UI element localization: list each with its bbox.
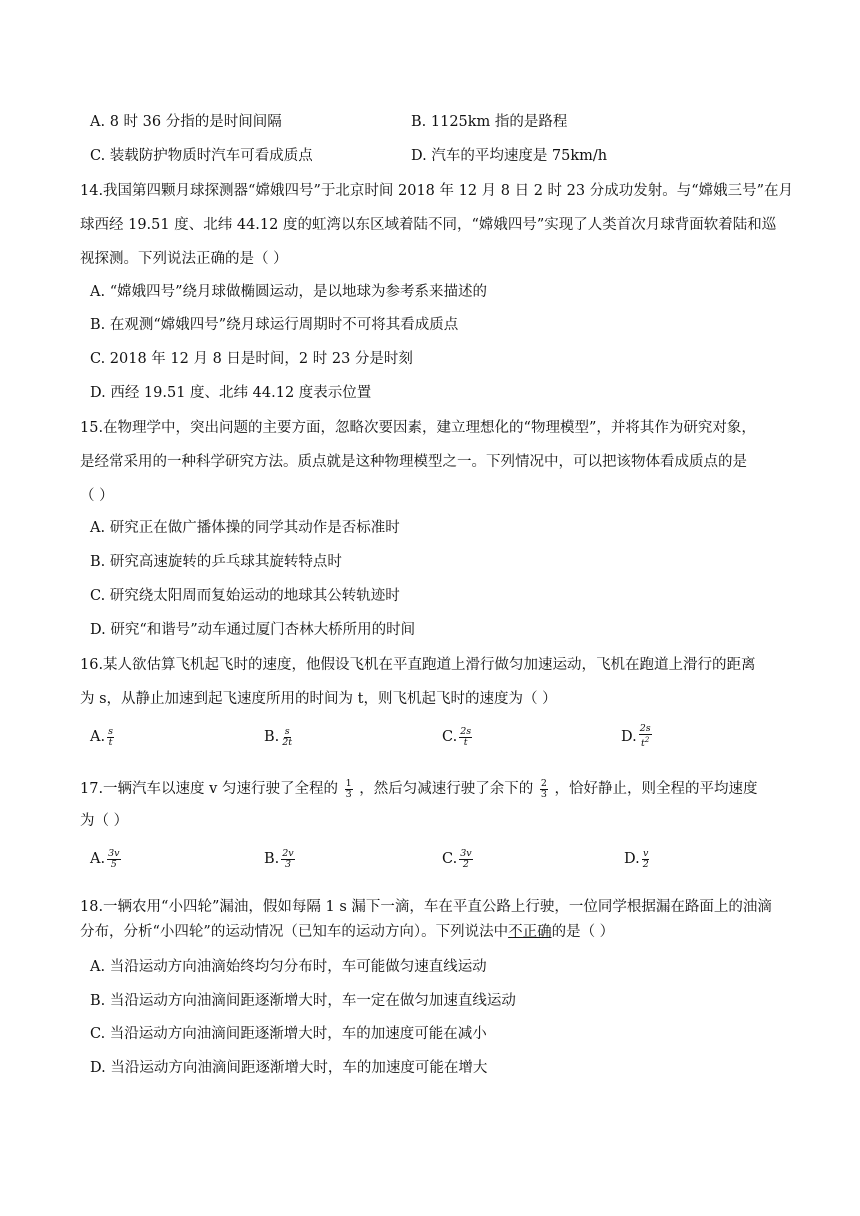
q14-option-a: A. “嫦娥四号”绕月球做椭圆运动，是以地球为参考系来描述的 — [90, 284, 488, 300]
q18-text-a: 分布，分析“小四轮”的运动情况（已知车的运动方向）。下列说法中 — [80, 924, 509, 940]
q18-emphasis-not-correct: 不正确 — [508, 924, 552, 940]
option-label: A. — [90, 729, 106, 745]
denominator: 3 — [284, 858, 291, 870]
q18-option-d: D. 当沿运动方向油滴间距逐渐增大时，车的加速度可能在增大 — [90, 1060, 488, 1076]
q16-stem-line1: 16.某人欲估算飞机起飞时的速度，他假设飞机在平直跑道上滑行做匀加速运动，飞机在跑道上滑行的距离 — [80, 657, 756, 673]
q17-text-b: ，然后匀减速行驶了余下的 — [354, 781, 538, 797]
q13-option-d: D. 汽车的平均速度是 75km/h — [411, 148, 608, 164]
fraction — [639, 724, 652, 749]
numerator: 2s — [639, 723, 651, 735]
q15-option-b: B. 研究高速旋转的乒乓球其旋转特点时 — [90, 554, 342, 570]
numerator: 1 — [345, 777, 352, 789]
denominator: 2t — [282, 736, 293, 748]
q16-option-d — [621, 724, 654, 750]
fraction-one-third — [345, 779, 353, 800]
q14-option-c: C. 2018 年 12 月 8 日是时间，2 时 23 分是时刻 — [90, 351, 413, 367]
q14-option-d: D. 西经 19.51 度、北纬 44.12 度表示位置 — [90, 385, 372, 401]
fraction — [281, 849, 294, 870]
q16-stem-line2: 为 s，从静止加速到起飞速度所用的时间为 t，则飞机起飞时的速度为（ ） — [80, 691, 557, 707]
q17-option-c — [442, 846, 475, 872]
q14-stem-line1: 14.我国第四颗月球探测器“嫦娥四号”于北京时间 2018 年 12 月 8 日 2 时 23 分成功发射。与“嫦娥三号”在月 — [80, 183, 794, 199]
numerator: 3v — [460, 847, 472, 859]
denominator-exponent: 2 — [644, 736, 650, 745]
q15-option-d: D. 研究“和谐号”动车通过厦门杏林大桥所用的时间 — [90, 622, 416, 638]
q17-option-b — [264, 846, 297, 872]
fraction — [107, 849, 120, 870]
q16-option-b — [264, 724, 295, 750]
q17-stem-line1 — [80, 776, 758, 802]
option-label: B. — [264, 729, 280, 745]
denominator: 3 — [540, 788, 547, 800]
q14-stem-line3: 视探测。下列说法正确的是（ ） — [80, 251, 288, 267]
denominator: 2 — [462, 858, 469, 870]
q13-option-c: C. 装载防护物质时汽车可看成质点 — [90, 148, 313, 164]
q17-stem-line2: 为（ ） — [80, 813, 129, 829]
numerator: v — [643, 847, 649, 859]
q14-stem-line2: 球西经 19.51 度、北纬 44.12 度的虹湾以东区域着陆不同，“嫦娥四号”实现了人类首次月球背面软着陆和巡 — [80, 217, 777, 233]
option-label: B. — [264, 851, 280, 867]
denominator: t — [463, 736, 468, 748]
numerator: 2s — [460, 725, 472, 737]
fraction — [459, 849, 472, 870]
fraction — [107, 727, 114, 748]
numerator: 2 — [540, 777, 547, 789]
numerator: s — [108, 725, 113, 737]
q18-option-a: A. 当沿运动方向油滴始终均匀分布时，车可能做匀速直线运动 — [90, 959, 487, 975]
q13-option-b: B. 1125km 指的是路程 — [411, 114, 568, 130]
q16-option-a — [90, 724, 116, 750]
denominator: 5 — [110, 858, 117, 870]
q15-option-a: A. 研究正在做广播体操的同学其动作是否标准时 — [90, 520, 400, 536]
q18-text-b: 的是（ ） — [551, 924, 615, 940]
fraction — [281, 727, 293, 748]
q18-stem-line2 — [80, 922, 614, 942]
q15-stem-line2: 是经常采用的一种科学研究方法。质点就是这种物理模型之一。下列情况中，可以把该物体看成质点的是 — [80, 454, 747, 470]
q18-stem-line1: 18.一辆农用“小四轮”漏油，假如每隔 1 s 漏下一滴，车在平直公路上行驶，一位同学根据漏在路面上的油滴 — [80, 899, 772, 915]
q18-option-c: C. 当沿运动方向油滴间距逐渐增大时，车的加速度可能在减小 — [90, 1026, 487, 1042]
q14-option-b: B. 在观测“嫦娥四号”绕月球运行周期时不可将其看成质点 — [90, 317, 459, 333]
fraction-two-thirds — [540, 779, 548, 800]
fraction — [642, 849, 650, 870]
option-label: D. — [624, 851, 640, 867]
q16-option-c — [442, 724, 474, 750]
numerator: 3v — [108, 847, 120, 859]
fraction — [459, 727, 472, 748]
q15-option-c: C. 研究绕太阳周而复始运动的地球其公转轨迹时 — [90, 588, 400, 604]
denominator-base: t — [641, 738, 645, 750]
denominator: t — [108, 736, 113, 748]
option-label: C. — [442, 729, 458, 745]
numerator: 2v — [282, 847, 294, 859]
option-label: A. — [90, 851, 106, 867]
q17-option-d — [624, 846, 652, 872]
q17-text-c: ，恰好静止，则全程的平均速度 — [549, 781, 758, 797]
denominator — [640, 735, 650, 749]
q17-option-a — [90, 846, 123, 872]
denominator: 3 — [345, 788, 352, 800]
q15-stem-line1: 15.在物理学中，突出问题的主要方面，忽略次要因素，建立理想化的“物理模型”，并将其作为研究对象， — [80, 420, 756, 436]
q13-option-a: A. 8 时 36 分指的是时间间隔 — [90, 114, 282, 130]
q17-text-a: 17.一辆汽车以速度 v 匀速行驶了全程的 — [80, 781, 343, 797]
option-label: D. — [621, 729, 637, 745]
numerator: s — [284, 725, 290, 737]
option-label: C. — [442, 851, 458, 867]
q15-stem-line3: （ ） — [80, 488, 114, 504]
denominator: 2 — [642, 858, 649, 870]
q18-option-b: B. 当沿运动方向油滴间距逐渐增大时，车一定在做匀加速直线运动 — [90, 993, 516, 1009]
